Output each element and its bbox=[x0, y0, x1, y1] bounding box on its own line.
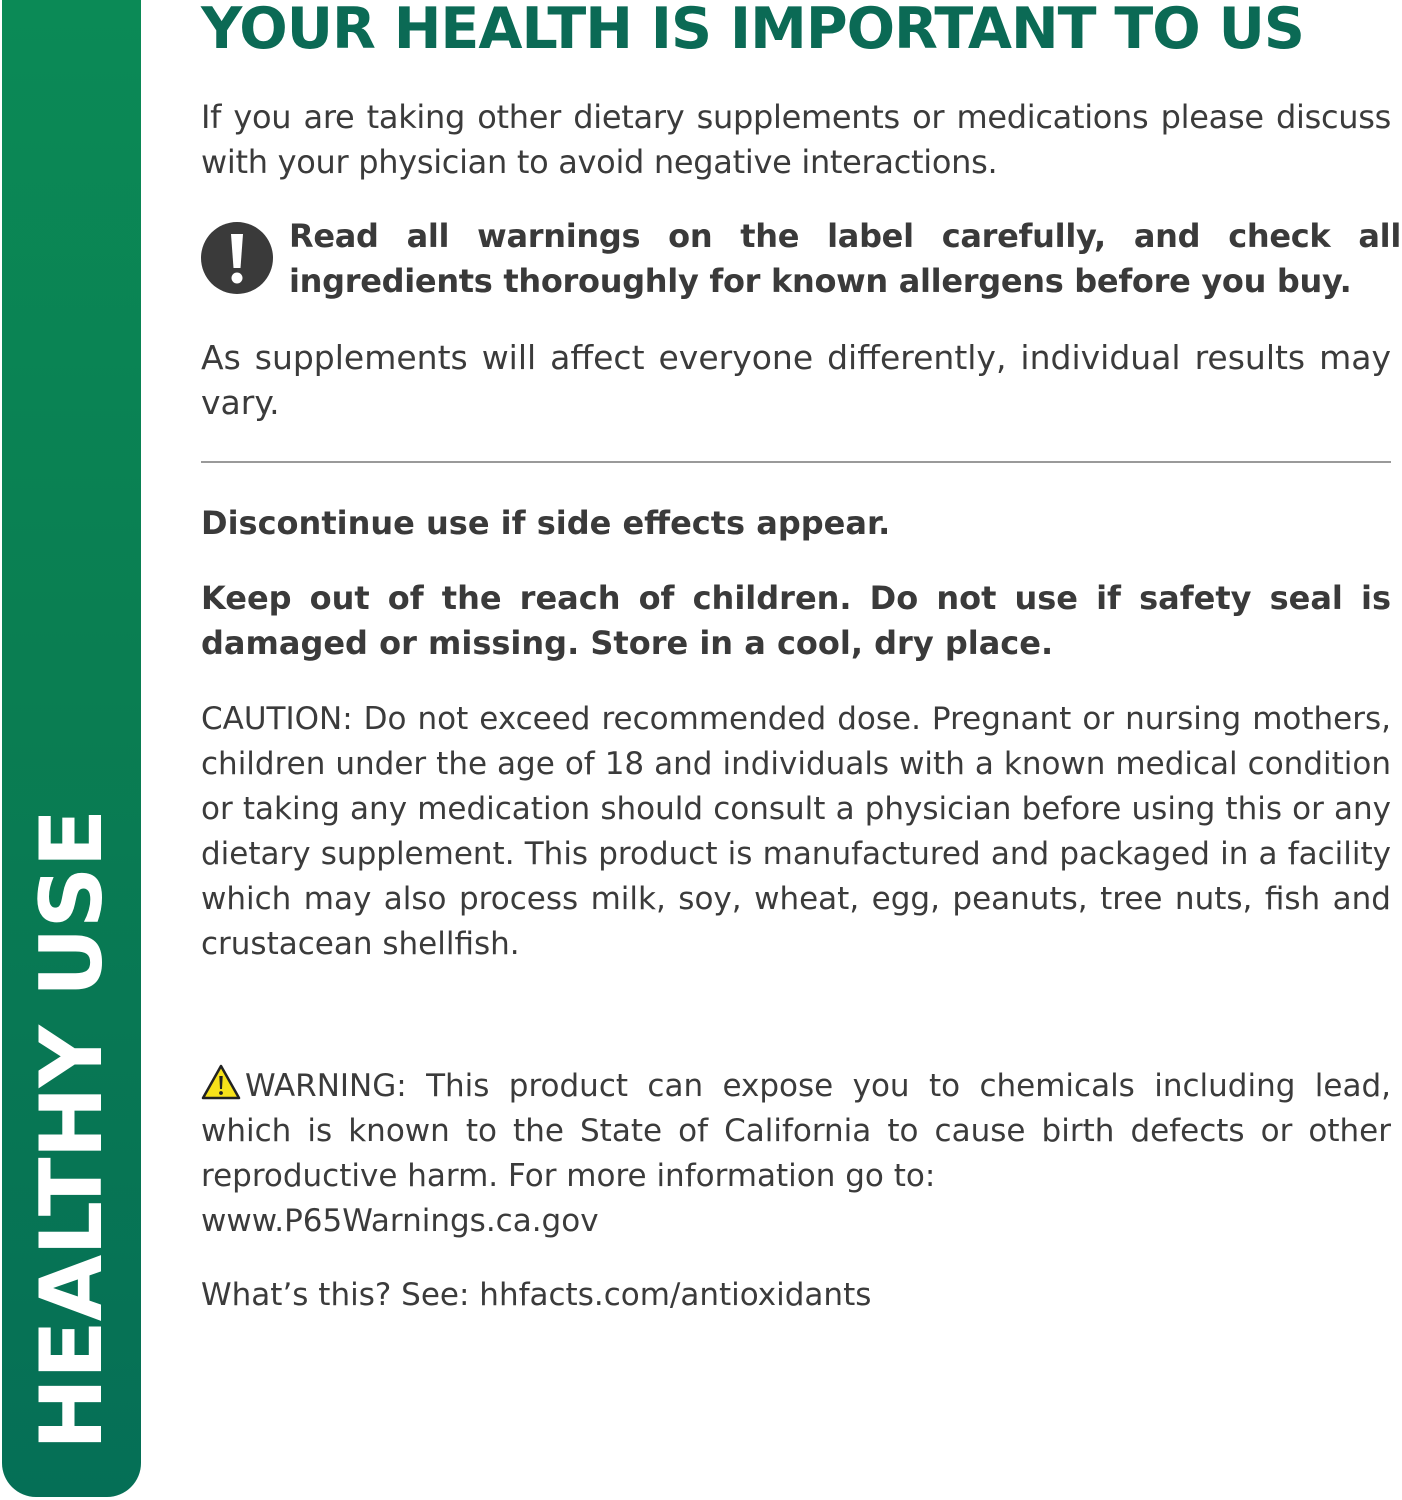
whats-this-line: What’s this? See: hhfacts.com/antioxidants bbox=[201, 1277, 872, 1313]
storage-notice: Keep out of the reach of children. Do not use if safety seal is damaged or missing. Store in a cool, dry place. bbox=[201, 579, 1391, 662]
page-title: YOUR HEALTH IS IMPORTANT TO US bbox=[201, 0, 1304, 62]
alert-text: Read all warnings on the label carefully, and check all ingredients thoroughly for known allergens before you buy. bbox=[289, 217, 1401, 300]
divider bbox=[201, 461, 1391, 463]
results-paragraph: As supplements will affect everyone differently, individual results may vary. bbox=[201, 338, 1391, 422]
side-banner-label: HEALTHY USE bbox=[22, 809, 122, 1450]
side-banner bbox=[2, 0, 141, 1497]
caution-paragraph: CAUTION: Do not exceed recommended dose. Pregnant or nursing mothers, children under the age of 18 and individuals with a known medical condition or taking any medication should consult a physician before using this or any dietary supplement. This product is manufactured and packaged in a facility which may also process milk, soy, wheat, egg, peanuts, tree nuts, fish and crustacean shellfish. bbox=[201, 701, 1391, 962]
prop65-link[interactable]: www.P65Warnings.ca.gov bbox=[201, 1203, 599, 1239]
exclamation-circle-icon bbox=[201, 222, 273, 294]
intro-paragraph: If you are taking other dietary supplements or medications please discuss with your physician to avoid negative interactions. bbox=[201, 98, 1391, 181]
prop65-warning bbox=[201, 1064, 1391, 1244]
discontinue-notice: Discontinue use if side effects appear. bbox=[201, 504, 891, 542]
prop65-text: WARNING: This product can expose you to chemicals including lead, which is known to the State of California to cause birth defects or other reproductive harm. For more information go to: bbox=[201, 1068, 1391, 1194]
alert-row bbox=[201, 214, 1401, 306]
warning-triangle-icon bbox=[201, 1064, 241, 1100]
